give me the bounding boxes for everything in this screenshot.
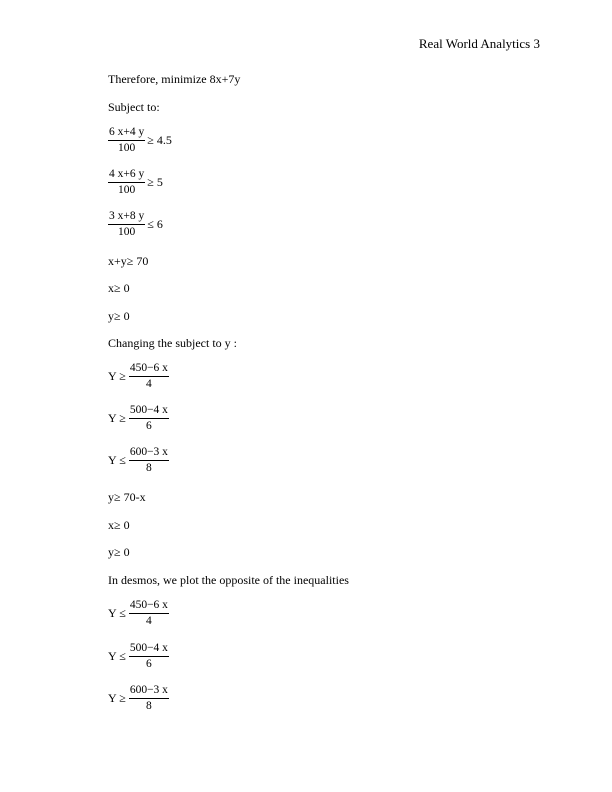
solved-2 <box>108 404 169 433</box>
fraction <box>129 642 169 671</box>
fraction <box>108 168 145 197</box>
solved-x-nonneg: x≥ 0 <box>108 518 130 532</box>
fraction <box>129 684 169 713</box>
constraint-y-nonneg: y≥ 0 <box>108 309 130 323</box>
lhs: Y ≥ <box>108 411 126 425</box>
solved-1 <box>108 362 169 391</box>
changing-subject-text: Changing the subject to y : <box>108 336 237 350</box>
constraint-sum: x+y≥ 70 <box>108 254 149 268</box>
subject-to-text: Subject to: <box>108 100 160 114</box>
constraint-3 <box>108 210 165 239</box>
lhs: Y ≤ <box>108 649 126 663</box>
constraint-x-nonneg: x≥ 0 <box>108 281 130 295</box>
fraction <box>129 599 169 628</box>
fraction <box>108 126 145 155</box>
constraint-1 <box>108 126 174 155</box>
numerator: 500−4 x <box>129 642 169 657</box>
objective-text: Therefore, minimize 8x+7y <box>108 72 241 86</box>
denominator: 100 <box>118 184 136 196</box>
numerator: 600−3 x <box>129 446 169 461</box>
constraint-2 <box>108 168 165 197</box>
numerator: 450−6 x <box>129 362 169 377</box>
numerator: 600−3 x <box>129 684 169 699</box>
denominator: 4 <box>146 615 152 627</box>
denominator: 6 <box>146 658 152 670</box>
relation: ≤ 6 <box>147 217 163 231</box>
lhs: Y ≤ <box>108 453 126 467</box>
numerator: 4 x+6 y <box>108 168 145 183</box>
solved-sum: y≥ 70-x <box>108 490 146 504</box>
numerator: 3 x+8 y <box>108 210 145 225</box>
lhs: Y ≥ <box>108 691 126 705</box>
lhs: Y ≤ <box>108 606 126 620</box>
denominator: 8 <box>146 700 152 712</box>
relation: ≥ 5 <box>147 175 163 189</box>
relation: ≥ 4.5 <box>147 133 172 147</box>
solved-y-nonneg: y≥ 0 <box>108 545 130 559</box>
denominator: 100 <box>118 142 136 154</box>
denominator: 6 <box>146 420 152 432</box>
fraction <box>108 210 145 239</box>
fraction <box>129 362 169 391</box>
denominator: 100 <box>118 226 136 238</box>
denominator: 4 <box>146 378 152 390</box>
fraction <box>129 404 169 433</box>
desmos-text: In desmos, we plot the opposite of the inequalities <box>108 573 349 587</box>
opposite-1 <box>108 599 169 628</box>
opposite-3 <box>108 684 169 713</box>
lhs: Y ≥ <box>108 369 126 383</box>
denominator: 8 <box>146 462 152 474</box>
numerator: 500−4 x <box>129 404 169 419</box>
solved-3 <box>108 446 169 475</box>
opposite-2 <box>108 642 169 671</box>
running-head: Real World Analytics 3 <box>418 36 540 51</box>
fraction <box>129 446 169 475</box>
numerator: 6 x+4 y <box>108 126 145 141</box>
numerator: 450−6 x <box>129 599 169 614</box>
